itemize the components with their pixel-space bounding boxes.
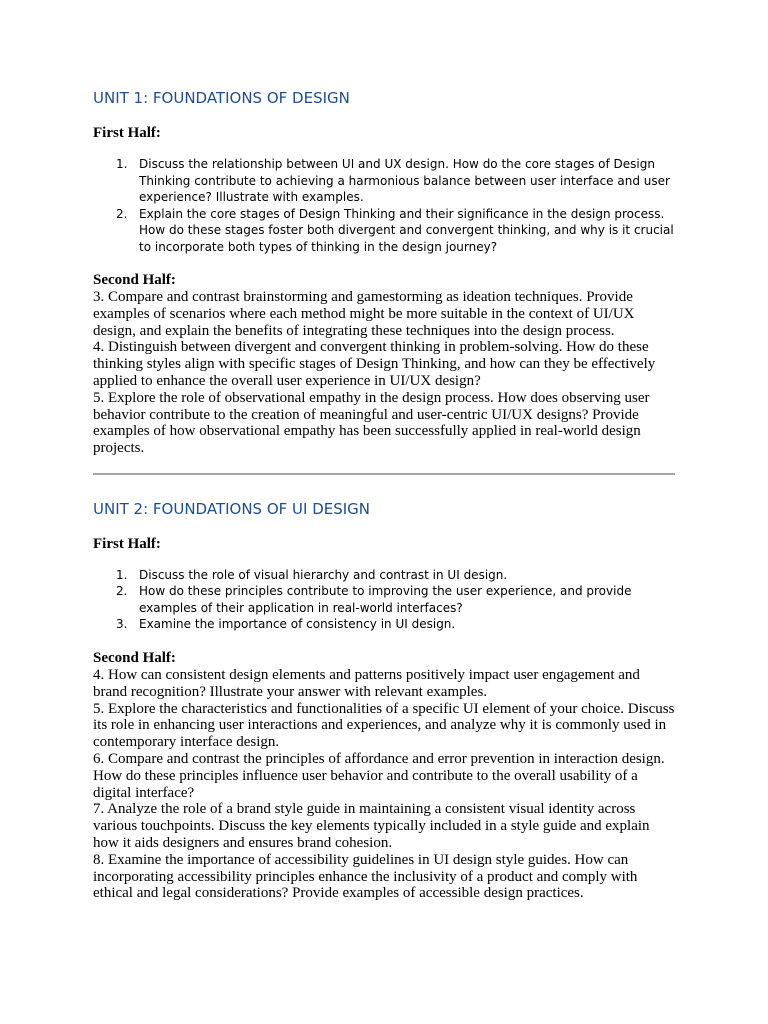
unit-1-section — [93, 88, 675, 457]
unit-1-first-half-label: First Half: — [93, 125, 161, 141]
question-paragraph: 4. Distinguish between divergent and convergent thinking in problem-solving. How do these thinking styles align with specific stages of Design Thinking, and how can they be effectively applied to enhance the overall user experience in UI/UX design? — [93, 339, 656, 389]
unit-1-second-half-label: Second Half: — [93, 272, 176, 288]
question-paragraph: 8. Examine the importance of accessibility guidelines in UI design style guides. How can incorporating accessibility principles enhance the inclusivity of a product and comply with ethical and legal considerations? Provide examples of accessible design practices. — [93, 851, 638, 902]
unit-2-title: UNIT 2: FOUNDATIONS OF UI DESIGN — [93, 499, 371, 518]
list-item: 3. Examine the importance of consistency in UI design. — [116, 617, 456, 632]
list-item: 1. Discuss the role of visual hierarchy and contrast in UI design. — [116, 567, 508, 582]
unit-2-section — [93, 499, 675, 902]
unit-2-first-half-list — [93, 567, 675, 633]
question-paragraph: 4. How can consistent design elements and patterns positively impact user engagement and brand recognition? Illustrate your answer with relevant examples. — [93, 666, 640, 700]
unit-2-first-half-label: First Half: — [93, 535, 161, 552]
question-paragraph: 3. Compare and contrast brainstorming and gamestorming as ideation techniques. Provide examples of scenarios where each method might be more suitable in the context of UI/UX design, and explain the benefits of integrating these techniques into the design process. — [93, 289, 635, 339]
unit-1-title: UNIT 1: FOUNDATIONS OF DESIGN — [93, 89, 350, 107]
question-paragraph: 5. Explore the characteristics and functionalities of a specific UI element of your choice. Discuss its role in enhancing user interactions and experiences, and analyze why it is commonly used in contemporary interface design. — [93, 700, 675, 751]
list-item: 1. Discuss the relationship between UI and UX design. How do the core stages of Design Thinking contribute to achieving a harmonious balance between user interface and user experience? Illustrate with examples. — [116, 157, 670, 204]
question-paragraph: 7. Analyze the role of a brand style guide in maintaining a consistent visual identity across various touchpoints. Discuss the key elements typically included in a style guide and explain how it aids designers and ensures brand cohesion. — [93, 801, 650, 851]
section-divider — [93, 473, 675, 475]
list-item: 2. How do these principles contribute to improving the user experience, and provide examples of their application in real-world interfaces? — [116, 584, 632, 615]
document-page — [93, 0, 675, 902]
question-paragraph: 5. Explore the role of observational empathy in the design process. How does observing user behavior contribute to the creation of meaningful and user-centric UI/UX designs? Provide examples of how observational empathy has been successfully applied in real-world design projects. — [93, 389, 650, 457]
question-paragraph: 6. Compare and contrast the principles of affordance and error prevention in interaction design. How do these principles influence user behavior and contribute to the overall usability of a digital interface? — [93, 750, 665, 801]
unit-1-first-half-list — [93, 156, 675, 255]
unit-2-second-half-label: Second Half: — [93, 649, 176, 666]
list-item: 2. Explain the core stages of Design Thinking and their significance in the design process. How do these stages foster both divergent and convergent thinking, and why is it crucial to incorporate both types of thinking in the design journey? — [116, 206, 674, 254]
